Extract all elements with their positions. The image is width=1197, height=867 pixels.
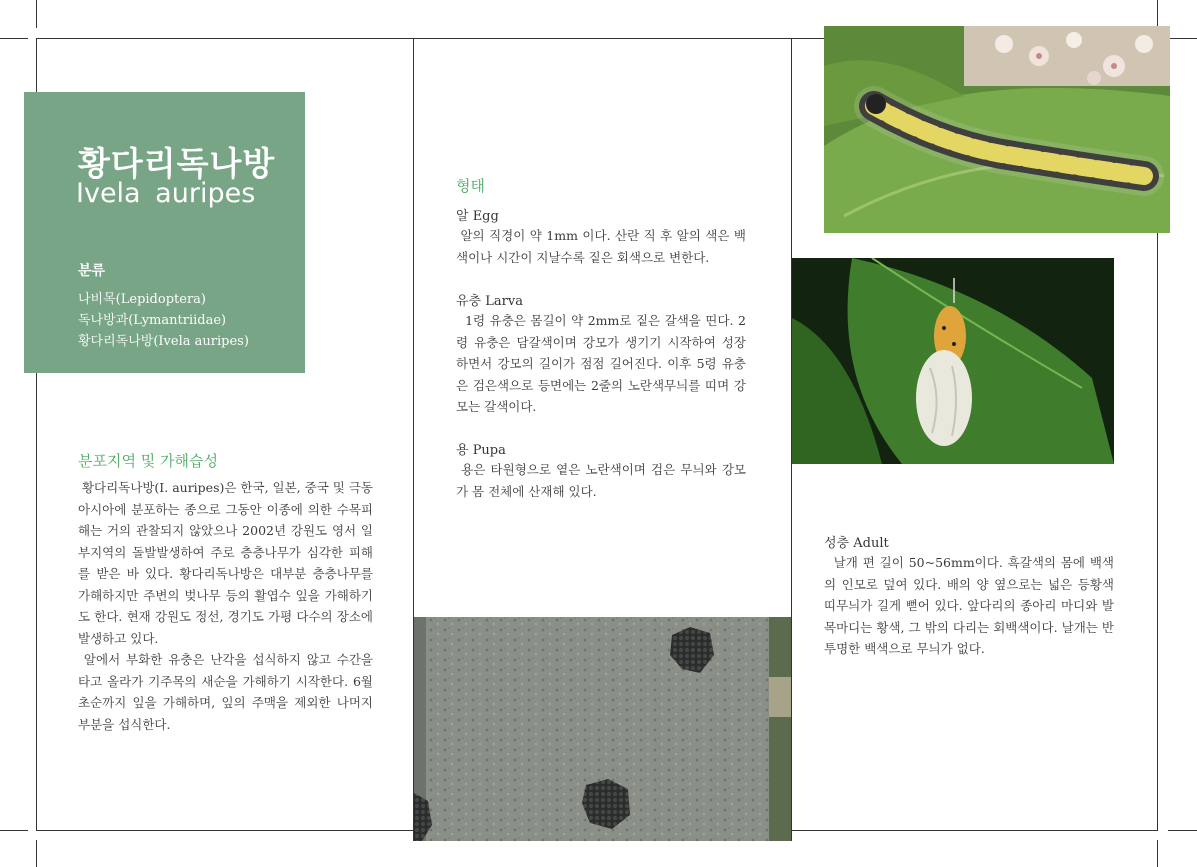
morphology-heading: 형태 <box>456 177 485 195</box>
adult-text: 날개 편 길이 50~56mm이다. 흑갈색의 몸에 백색의 인모로 덮여 있다. 배의 양 옆으로는 넓은 등황색 띠무늬가 길게 뻗어 있다. 앞다리의 종아리 마디와 발목마디는 황색, 그 밖의 다리는 회백색이다. 날개는 반투명한 백색으로 무늬가 없다. <box>824 555 1118 656</box>
pupa-photo <box>792 258 1114 464</box>
distribution-paragraph-2: 알에서 부화한 유충은 난각을 섭식하지 않고 수간을 타고 올라가 기주목의 새순을 가해하기 시작한다. 6월 초순까지 잎을 가해하며, 잎의 주맥을 제외한 나머지 부분을 섭식한다. <box>78 652 377 732</box>
distribution-paragraph-1: 황다리독나방(I. auripes)은 한국, 일본, 중국 및 극동아시아에 분포하는 종으로 그동안 이종에 의한 수목피해는 거의 관찰되지 않았으나 2002년 강원도 영서 일부지역의 돌발발생하여 주로 층층나무가 심각한 피해를 받은 바 있다. 황다리독나방은 대부분 층층나무를 가해하지만 주변의 벚나무 등의 활엽수 잎을 가해하기도 한다. 현재 강원도 정선, 경기도 가평 다수의 장소에 발생하고 있다. <box>78 480 377 646</box>
scientific-name: Ivela auripes <box>76 178 256 209</box>
egg-mass-photo <box>414 617 791 841</box>
crop-mark <box>1157 0 1158 28</box>
larva-label: 유충 Larva <box>456 294 523 309</box>
crop-mark <box>0 830 28 831</box>
larva-photo <box>824 26 1170 233</box>
pupa-text: 용은 타원형으로 옅은 노란색이며 검은 무늬와 강모가 몸 전체에 산재해 있다. <box>456 462 746 499</box>
classification-order: 나비목(Lepidoptera) <box>78 292 206 307</box>
distribution-heading: 분포지역 및 가해습성 <box>78 452 218 470</box>
page-title: 황다리독나방 <box>78 144 276 183</box>
crop-mark <box>1157 840 1158 867</box>
crop-mark <box>36 840 37 867</box>
classification-heading: 분류 <box>78 263 106 279</box>
egg-label: 알 Egg <box>456 209 499 224</box>
crop-mark <box>1168 830 1197 831</box>
crop-mark <box>1168 38 1197 39</box>
classification-species: 황다리독나방(Ivela auripes) <box>78 334 249 349</box>
classification-list <box>78 289 249 352</box>
larva-text: 1령 유충은 몸길이 약 2mm로 짙은 갈색을 띤다. 2령 유충은 담갈색이며 강모가 생기기 시작하여 성장 하면서 강모의 길이가 점점 길어진다. 이후 5령 유충은 검은색으로 등면에는 2줄의 노란색무늬를 띠며 강모는 갈색이다. <box>456 313 750 414</box>
crop-mark <box>36 0 37 28</box>
pupa-label: 용 Pupa <box>456 443 506 458</box>
egg-text: 알의 직경이 약 1mm 이다. 산란 직 후 알의 색은 백색이나 시간이 지날수록 짙은 회색으로 변한다. <box>456 228 746 265</box>
adult-label: 성충 Adult <box>824 536 889 551</box>
crop-mark <box>0 38 28 39</box>
classification-family: 독나방과(Lymantriidae) <box>78 313 227 328</box>
